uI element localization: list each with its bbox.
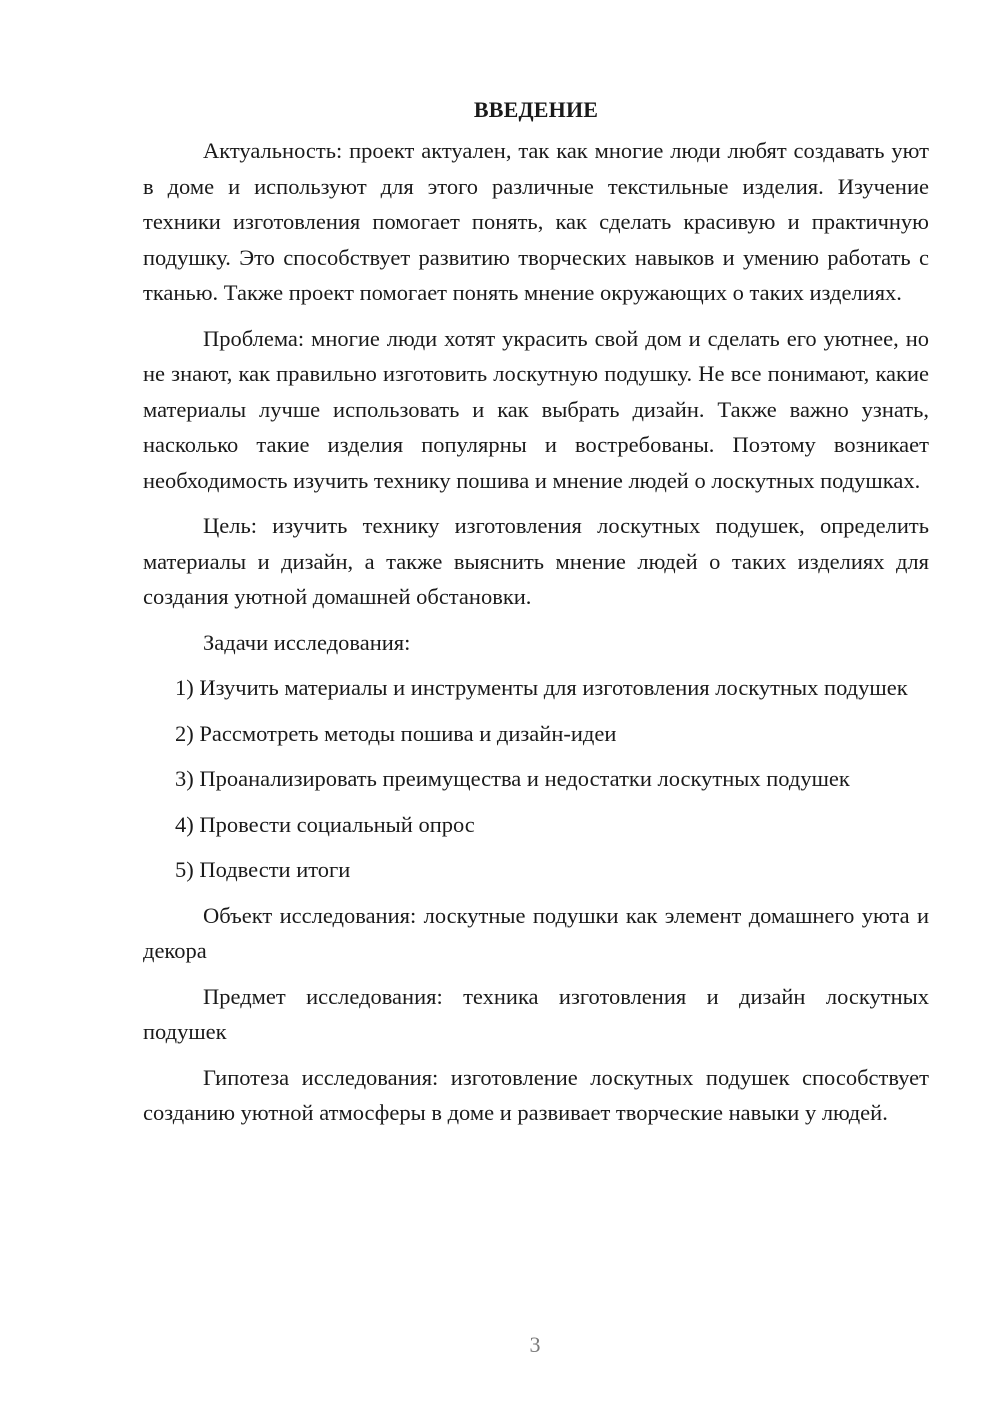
paragraph-hypothesis: Гипотеза исследования: изготовление лоскутных подушек способствует созданию уютной атмосферы в доме и развивает творческие навыки у людей. — [143, 1064, 929, 1125]
paragraph-tasks-heading: Задачи исследования: — [203, 629, 411, 655]
paragraph-subject: Предмет исследования: техника изготовления и дизайн лоскутных подушек — [143, 983, 929, 1044]
task-item-3: 3) Проанализировать преимущества и недостатки лоскутных подушек — [175, 766, 850, 791]
task-item-2: 2) Рассмотреть методы пошива и дизайн-идеи — [175, 720, 617, 746]
page-number: 3 — [529, 1332, 541, 1357]
task-item-5: 5) Подвести итоги — [175, 857, 351, 882]
paragraph-problem: Проблема: многие люди хотят украсить свой дом и сделать его уютнее, но не знают, как правильно изготовить лоскутную подушку. Не все понимают, какие материалы лучше использовать и как выбрать дизайн. Также важно узнать, насколько такие изделия популярны и востребованы. Поэтому возникает необходимость изучить технику пошива и мнение людей о лоскутных подушках. — [143, 325, 929, 493]
task-item-1: 1) Изучить материалы и инструменты для изготовления лоскутных подушек — [175, 675, 908, 700]
paragraph-object: Объект исследования: лоскутные подушки как элемент домашнего уюта и декора — [143, 902, 929, 963]
document-page — [143, 92, 929, 1141]
section-heading: ВВЕДЕНИЕ — [473, 97, 599, 122]
paragraph-relevance: Актуальность: проект актуален, так как многие люди любят создавать уют в доме и используют для этого различные текстильные изделия. Изучение техники изготовления помогает понять, как сделать красивую и практичную подушку. Это способствует развитию творческих навыков и умению работать с тканью. Также проект помогает понять мнение окружающих о таких изделиях. — [143, 138, 929, 305]
task-item-4: 4) Провести социальный опрос — [175, 811, 475, 837]
paragraph-goal: Цель: изучить технику изготовления лоскутных подушек, определить материалы и дизайн, а также выяснить мнение людей о таких изделиях для создания уютной домашней обстановки. — [143, 513, 929, 609]
